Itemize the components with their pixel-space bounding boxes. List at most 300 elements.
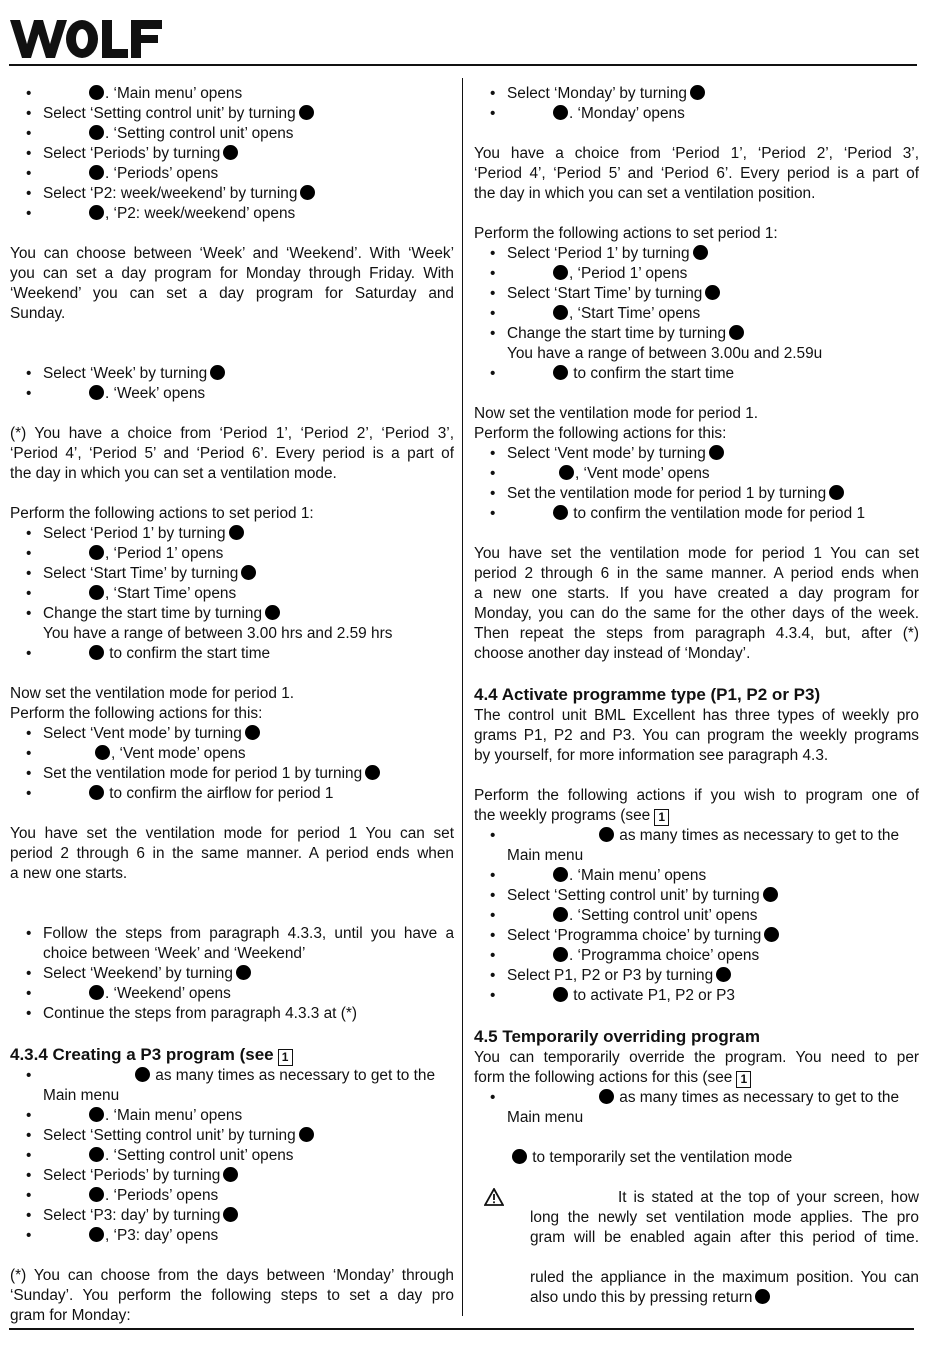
- paragraph-line: [10, 824, 454, 844]
- blank-line: [474, 1128, 919, 1148]
- bullet-item: [10, 204, 454, 224]
- bullet-marker: •: [26, 1147, 32, 1164]
- paragraph-line: [10, 304, 454, 324]
- bullet-marker: •: [490, 505, 496, 522]
- warning-text-line: [474, 1288, 919, 1308]
- blank-line: [10, 1024, 454, 1044]
- bullet-continuation: [10, 944, 454, 964]
- bullet-marker: •: [26, 965, 32, 982]
- bullet-content: [507, 906, 919, 926]
- bullet-marker: •: [26, 645, 32, 662]
- knob-button-icon: [89, 1107, 104, 1122]
- bullet-item: [474, 324, 919, 344]
- bullet-content: [43, 124, 454, 144]
- bullet-marker: •: [26, 765, 32, 782]
- knob-button-icon: [553, 305, 568, 320]
- bullet-item: [474, 504, 919, 524]
- line-text: also undo this by pressing return: [530, 1289, 753, 1306]
- bullet-marker: •: [490, 987, 496, 1004]
- line-text: Now set the ventilation mode for period 1.: [474, 405, 759, 422]
- bullet-marker: •: [26, 1207, 32, 1224]
- line-text: You have set the ventilation mode for period 1 You can set: [474, 545, 919, 562]
- warning-icon: [484, 1188, 504, 1208]
- line-text: ‘Weekend’ you can set a day program for Saturday and: [10, 285, 454, 302]
- blank-line: [10, 664, 454, 684]
- bullet-content: [43, 384, 454, 404]
- line-text: Main menu: [507, 847, 584, 864]
- paragraph-line: [474, 644, 919, 664]
- line-text: . ‘Setting control unit’ opens: [105, 125, 294, 142]
- paragraph-line: [10, 444, 454, 464]
- bullet-marker: •: [490, 465, 496, 482]
- line-text: to confirm the ventilation mode for period 1: [569, 505, 865, 522]
- bullet-continuation: [474, 1108, 919, 1128]
- bullet-item: [474, 826, 919, 846]
- bullet-content: [43, 984, 454, 1004]
- knob-button-icon: [89, 205, 104, 220]
- line-text: ruled the appliance in the maximum position. You can: [530, 1269, 919, 1286]
- bullet-content: [507, 264, 919, 284]
- bullet-content: [507, 244, 919, 264]
- knob-button-icon: [245, 725, 260, 740]
- blank-line: [10, 404, 454, 424]
- bullet-item: [10, 924, 454, 944]
- line-text: by yourself, for more information see paragraph 4.3.: [474, 747, 829, 764]
- bullet-content: [507, 104, 919, 124]
- bullet-item: [10, 364, 454, 384]
- line-text: , ‘Vent mode’ opens: [111, 745, 246, 762]
- blank-line: [10, 804, 454, 824]
- bullet-item: [474, 866, 919, 886]
- knob-button-icon: [553, 867, 568, 882]
- line-text: , ‘Period 1’ opens: [105, 545, 224, 562]
- line-text: Select ‘Setting control unit’ by turning: [507, 887, 760, 904]
- knob-button-icon: [95, 745, 110, 760]
- bullet-item: [10, 1186, 454, 1206]
- blank-line: [474, 1168, 919, 1188]
- bullet-marker: •: [490, 325, 496, 342]
- bullet-marker: •: [490, 365, 496, 382]
- bullet-item: [10, 184, 454, 204]
- knob-button-icon: [89, 385, 104, 400]
- bullet-item: [474, 104, 919, 124]
- knob-button-icon: [89, 1147, 104, 1162]
- blank-line: [474, 1006, 919, 1026]
- bullet-marker: •: [490, 867, 496, 884]
- knob-button-icon: [764, 927, 779, 942]
- line-text: . ‘Main menu’ opens: [105, 85, 243, 102]
- line-text: You can temporarily override the program. You need to per: [474, 1049, 919, 1066]
- paragraph-line: [474, 624, 919, 644]
- bullet-item: [10, 124, 454, 144]
- instruction-line: [474, 1148, 919, 1168]
- bullet-content: [507, 946, 919, 966]
- line-text: ‘Sunday’. You perform the following steps to set a day pro: [10, 1287, 454, 1304]
- paragraph-line: [10, 844, 454, 864]
- right-column: [474, 84, 919, 1308]
- line-text: grams P1, P2 and P3. You can program the weekly programs: [474, 727, 919, 744]
- knob-button-icon: [223, 1207, 238, 1222]
- bullet-item: [10, 744, 454, 764]
- bullet-item: [10, 524, 454, 544]
- bullet-content: [43, 724, 454, 744]
- bullet-marker: •: [26, 145, 32, 162]
- wolf-logo: [10, 12, 165, 60]
- line-text: a new one starts.: [10, 865, 128, 882]
- line-text: ‘Period 4’, ‘Period 5’ and ‘Period 6’. Every period is a part of: [474, 165, 919, 182]
- bullet-item: [10, 984, 454, 1004]
- line-text: as many times as necessary to get to the: [615, 827, 900, 844]
- line-text: a new one starts. If you have created a day program for: [474, 585, 919, 602]
- bullet-item: [474, 84, 919, 104]
- bullet-item: [10, 1226, 454, 1246]
- line-text: You have a range of between 3.00u and 2.59u: [507, 345, 823, 362]
- bullet-marker: •: [26, 165, 32, 182]
- line-text: Main menu: [507, 1109, 584, 1126]
- paragraph-line: [474, 786, 919, 806]
- line-text: It is stated at the top of your screen, how: [618, 1189, 919, 1206]
- knob-button-icon: [89, 1187, 104, 1202]
- line-text: Select ‘Period 1’ by turning: [43, 525, 226, 542]
- line-text: . ‘Setting control unit’ opens: [569, 907, 758, 924]
- line-text: 4.4 Activate programme type (P1, P2 or P3): [474, 685, 821, 704]
- paragraph-line: [474, 806, 919, 826]
- paragraph-line: [10, 1306, 454, 1326]
- line-text: Monday, you can do the same for the other days of the week.: [474, 605, 919, 622]
- section-heading: [474, 684, 919, 706]
- knob-button-icon: [599, 827, 614, 842]
- line-text: 4.3.4 Creating a P3 program (see: [10, 1045, 274, 1064]
- paragraph-line: [10, 284, 454, 304]
- bullet-item: [474, 484, 919, 504]
- blank-line: [10, 344, 454, 364]
- bullet-content: [507, 826, 919, 846]
- paragraph-line: [10, 684, 454, 704]
- line-text: (*) You have a choice from ‘Period 1’, ‘Period 2’, ‘Period 3’,: [10, 425, 454, 442]
- bullet-content: [507, 866, 919, 886]
- line-text: as many times as necessary to get to the: [615, 1089, 900, 1106]
- line-text: You have a range of between 3.00 hrs and 2.59 hrs: [43, 625, 393, 642]
- knob-button-icon: [559, 465, 574, 480]
- bullet-marker: •: [26, 1187, 32, 1204]
- bullet-content: [43, 1166, 454, 1186]
- bullet-marker: •: [490, 445, 496, 462]
- bullet-content: [43, 1066, 454, 1086]
- paragraph-line: [10, 704, 454, 724]
- paragraph-line: [474, 1068, 919, 1088]
- line-text: . ‘Periods’ opens: [105, 1187, 219, 1204]
- line-text: Select ‘Vent mode’ by turning: [507, 445, 706, 462]
- bullet-item: [10, 84, 454, 104]
- line-text: gram for Monday:: [10, 1307, 131, 1324]
- bullet-continuation: [474, 846, 919, 866]
- line-text: to confirm the start time: [105, 645, 271, 662]
- line-text: . ‘Main menu’ opens: [569, 867, 707, 884]
- bullet-marker: •: [26, 565, 32, 582]
- bullet-content: [43, 644, 454, 664]
- bullet-marker: •: [490, 305, 496, 322]
- line-text: Select ‘Start Time’ by turning: [43, 565, 239, 582]
- bullet-item: [474, 986, 919, 1006]
- knob-button-icon: [89, 785, 104, 800]
- line-text: Select ‘Setting control unit’ by turning: [43, 1127, 296, 1144]
- bullet-item: [10, 564, 454, 584]
- bullet-content: [43, 964, 454, 984]
- bullet-content: [43, 184, 454, 204]
- bullet-item: [474, 464, 919, 484]
- knob-button-icon: [89, 545, 104, 560]
- knob-button-icon: [553, 987, 568, 1002]
- bullet-content: [43, 364, 454, 384]
- bullet-item: [10, 1166, 454, 1186]
- knob-button-icon: [89, 85, 104, 100]
- bullet-continuation: [10, 624, 454, 644]
- paragraph-line: [474, 404, 919, 424]
- line-text: ‘Period 4’, ‘Period 5’ and ‘Period 6’. Every period is a part of: [10, 445, 454, 462]
- bullet-content: [43, 604, 454, 624]
- paragraph-line: [474, 144, 919, 164]
- paragraph-line: [474, 706, 919, 726]
- blank-line: [474, 524, 919, 544]
- paragraph-line: [10, 504, 454, 524]
- bullet-item: [474, 946, 919, 966]
- line-text: choice between ‘Week’ and ‘Weekend’: [43, 945, 306, 962]
- bullet-marker: •: [26, 925, 32, 942]
- line-text: Perform the following actions to set period 1:: [474, 225, 778, 242]
- knob-button-icon: [553, 947, 568, 962]
- paragraph-line: [474, 164, 919, 184]
- bullet-marker: •: [26, 205, 32, 222]
- bullet-content: [507, 284, 919, 304]
- bullet-marker: •: [26, 1127, 32, 1144]
- bullet-item: [10, 1004, 454, 1024]
- line-text: , ‘Start Time’ opens: [105, 585, 237, 602]
- line-text: to temporarily set the ventilation mode: [528, 1149, 793, 1166]
- blank-line: [10, 224, 454, 244]
- line-text: (*) You can choose from the days between ‘Monday’ through: [10, 1267, 454, 1284]
- line-text: Select ‘P3: day’ by turning: [43, 1207, 221, 1224]
- bullet-marker: •: [26, 605, 32, 622]
- blank-line: [10, 324, 454, 344]
- line-text: Select ‘Periods’ by turning: [43, 1167, 221, 1184]
- bullet-item: [474, 304, 919, 324]
- paragraph-line: [10, 864, 454, 884]
- bullet-item: [10, 784, 454, 804]
- bullet-marker: •: [490, 927, 496, 944]
- knob-button-icon: [763, 887, 778, 902]
- bullet-item: [10, 1206, 454, 1226]
- line-text: Sunday.: [10, 305, 66, 322]
- knob-button-icon: [300, 185, 315, 200]
- bullet-marker: •: [26, 785, 32, 802]
- bullet-marker: •: [26, 745, 32, 762]
- knob-button-icon: [236, 965, 251, 980]
- line-text: Change the start time by turning: [43, 605, 263, 622]
- paragraph-line: [474, 1048, 919, 1068]
- blank-line: [10, 884, 454, 904]
- line-text: form the following actions for this (see: [474, 1069, 733, 1086]
- knob-button-icon: [89, 165, 104, 180]
- bullet-marker: •: [26, 125, 32, 142]
- knob-button-icon: [693, 245, 708, 260]
- bullet-marker: •: [26, 105, 32, 122]
- warning-text-line: [474, 1208, 919, 1228]
- bullet-item: [474, 906, 919, 926]
- knob-button-icon: [365, 765, 380, 780]
- blank-line: [474, 204, 919, 224]
- bullet-marker: •: [26, 1005, 32, 1022]
- knob-button-icon: [223, 145, 238, 160]
- bullet-content: [507, 986, 919, 1006]
- bullet-content: [43, 1126, 454, 1146]
- bullet-content: [507, 364, 919, 384]
- bullet-item: [10, 1126, 454, 1146]
- line-text: . ‘Weekend’ opens: [105, 985, 231, 1002]
- paragraph-line: [10, 264, 454, 284]
- paragraph-line: [474, 424, 919, 444]
- key-1-icon: 1: [278, 1049, 293, 1066]
- bullet-content: [43, 1226, 454, 1246]
- left-column: [10, 84, 454, 1326]
- section-heading: [474, 1026, 919, 1048]
- line-text: gram will be enabled again after this period of time.: [530, 1229, 919, 1246]
- line-text: . ‘Main menu’ opens: [105, 1107, 243, 1124]
- knob-button-icon: [89, 1227, 104, 1242]
- paragraph-line: [10, 244, 454, 264]
- bullet-item: [10, 1066, 454, 1086]
- line-text: Select ‘Vent mode’ by turning: [43, 725, 242, 742]
- knob-button-icon: [299, 1127, 314, 1142]
- bullet-item: [10, 964, 454, 984]
- knob-button-icon: [705, 285, 720, 300]
- knob-button-icon: [829, 485, 844, 500]
- line-text: as many times as necessary to get to the: [151, 1067, 436, 1084]
- bullet-marker: •: [490, 887, 496, 904]
- bullet-item: [474, 966, 919, 986]
- knob-button-icon: [690, 85, 705, 100]
- knob-button-icon: [716, 967, 731, 982]
- line-text: You have set the ventilation mode for period 1 You can set: [10, 825, 454, 842]
- bullet-marker: •: [26, 525, 32, 542]
- bullet-marker: •: [26, 85, 32, 102]
- bullet-item: [474, 1088, 919, 1108]
- bullet-marker: •: [490, 485, 496, 502]
- line-text: Select ‘Period 1’ by turning: [507, 245, 690, 262]
- warning-text-line: [474, 1268, 919, 1288]
- line-text: Continue the steps from paragraph 4.3.3 at (*): [43, 1005, 357, 1022]
- bullet-content: [507, 926, 919, 946]
- line-text: . ‘Week’ opens: [105, 385, 206, 402]
- line-text: the day in which you can set a ventilation mode.: [10, 465, 337, 482]
- line-text: Perform the following actions to set period 1:: [10, 505, 314, 522]
- bullet-marker: •: [26, 585, 32, 602]
- bullet-item: [10, 1106, 454, 1126]
- bullet-content: [507, 1088, 919, 1108]
- knob-button-icon: [89, 125, 104, 140]
- bullet-item: [474, 886, 919, 906]
- bullet-continuation: [474, 344, 919, 364]
- bullet-item: [10, 104, 454, 124]
- bullet-item: [474, 926, 919, 946]
- knob-button-icon: [553, 105, 568, 120]
- footer-rule: [9, 1328, 914, 1330]
- bullet-marker: •: [490, 1089, 496, 1106]
- bullet-continuation: [10, 1086, 454, 1106]
- paragraph-line: [474, 746, 919, 766]
- line-text: you can set a day program for Monday through Friday. With: [10, 265, 454, 282]
- line-text: Select ‘Week’ by turning: [43, 365, 208, 382]
- line-text: the weekly programs (see: [474, 807, 651, 824]
- line-text: Perform the following actions for this:: [10, 705, 263, 722]
- bullet-item: [10, 584, 454, 604]
- blank-line: [10, 484, 454, 504]
- line-text: Select ‘Periods’ by turning: [43, 145, 221, 162]
- bullet-marker: •: [490, 245, 496, 262]
- knob-button-icon: [755, 1289, 770, 1304]
- line-text: . ‘Setting control unit’ opens: [105, 1147, 294, 1164]
- knob-button-icon: [299, 105, 314, 120]
- line-text: . ‘Monday’ opens: [569, 105, 685, 122]
- bullet-item: [474, 264, 919, 284]
- knob-button-icon: [553, 265, 568, 280]
- bullet-content: [43, 1186, 454, 1206]
- bullet-item: [10, 604, 454, 624]
- bullet-marker: •: [26, 1167, 32, 1184]
- bullet-content: [507, 464, 919, 484]
- line-text: Select ‘Programma choice’ by turning: [507, 927, 762, 944]
- line-text: , ‘Start Time’ opens: [569, 305, 701, 322]
- paragraph-line: [10, 464, 454, 484]
- bullet-content: [43, 204, 454, 224]
- paragraph-line: [474, 584, 919, 604]
- bullet-marker: •: [26, 1107, 32, 1124]
- line-text: to activate P1, P2 or P3: [569, 987, 735, 1004]
- line-text: Select P1, P2 or P3 by turning: [507, 967, 714, 984]
- bullet-content: [43, 1206, 454, 1226]
- warning-text-line: [474, 1228, 919, 1248]
- paragraph-line: [474, 544, 919, 564]
- paragraph-line: [10, 1286, 454, 1306]
- bullet-item: [10, 544, 454, 564]
- bullet-item: [10, 384, 454, 404]
- knob-button-icon: [553, 365, 568, 380]
- knob-button-icon: [135, 1067, 150, 1082]
- knob-button-icon: [241, 565, 256, 580]
- bullet-content: [507, 484, 919, 504]
- bullet-item: [474, 244, 919, 264]
- bullet-content: [507, 324, 919, 344]
- line-text: Select ‘Setting control unit’ by turning: [43, 105, 296, 122]
- bullet-marker: •: [26, 365, 32, 382]
- knob-button-icon: [553, 505, 568, 520]
- knob-button-icon: [89, 645, 104, 660]
- line-text: , ‘P3: day’ opens: [105, 1227, 219, 1244]
- line-text: choose another day instead of ‘Monday’.: [474, 645, 751, 662]
- blank-line: [474, 1248, 919, 1268]
- knob-button-icon: [265, 605, 280, 620]
- column-divider: [462, 78, 463, 1316]
- bullet-marker: •: [490, 907, 496, 924]
- line-text: . ‘Periods’ opens: [105, 165, 219, 182]
- knob-button-icon: [512, 1149, 527, 1164]
- paragraph-line: [10, 424, 454, 444]
- bullet-content: [43, 524, 454, 544]
- line-text: , ‘P2: week/weekend’ opens: [105, 205, 296, 222]
- bullet-marker: •: [490, 285, 496, 302]
- bullet-content: [43, 84, 454, 104]
- knob-button-icon: [89, 585, 104, 600]
- line-text: period 2 through 6 in the same manner. A period ends when: [474, 565, 919, 582]
